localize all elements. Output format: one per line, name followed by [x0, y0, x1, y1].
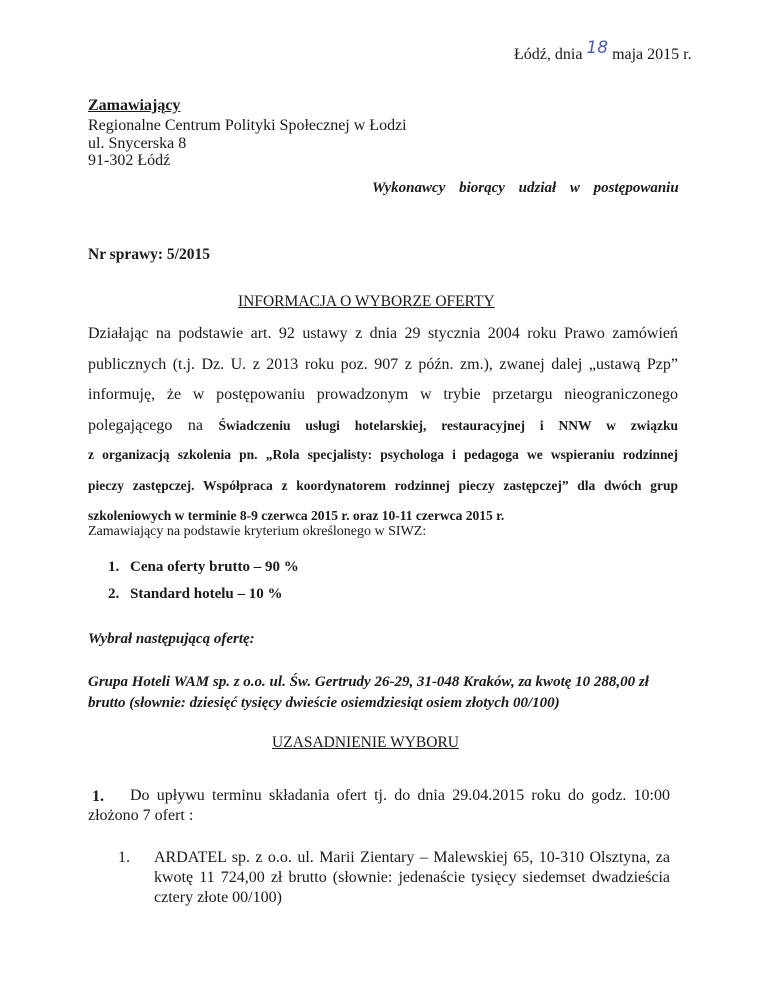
justification-section-text — [88, 786, 670, 826]
criteria-intro: Zamawiający na podstawie kryterium określonego w SIWZ: — [88, 524, 427, 539]
criterion-label: Standard hotelu – 10 % — [130, 586, 283, 602]
criterion-item — [108, 586, 283, 603]
document-date — [514, 38, 692, 64]
date-suffix: maja 2015 r. — [612, 46, 692, 63]
justification-heading: UZASADNIENIE WYBORU — [272, 734, 459, 751]
criterion-number: 1. — [108, 559, 120, 575]
contracting-authority-address — [88, 117, 407, 170]
case-number: Nr sprawy: 5/2015 — [88, 246, 210, 263]
intro-line-6: pieczy zastępczej. Współpraca z koordynatorem rodzinnej pieczy zastępczej” dla dwóch grup — [88, 477, 678, 493]
selected-offer-heading: Wybrał następującą ofertę: — [88, 631, 255, 647]
intro-line-1: Działając na podstawie art. 92 ustawy z dnia 29 stycznia 2004 roku Prawo zamówień — [88, 325, 678, 342]
justification-line-1: Do upływu terminu składania ofert tj. do dnia 29.04.2015 roku do godz. 10:00 — [130, 787, 670, 804]
intro-paragraph — [88, 325, 678, 539]
offer-number: 1. — [118, 849, 130, 866]
authority-name: Regionalne Centrum Polityki Społecznej w Łodzi — [88, 117, 407, 134]
authority-city: 91-302 Łódź — [88, 152, 171, 169]
criterion-number: 2. — [108, 586, 120, 602]
intro-line-7: szkoleniowych w terminie 8-9 czerwca 2015 r. oraz 10-11 czerwca 2015 r. — [88, 508, 505, 523]
date-prefix: Łódź, dnia — [514, 46, 583, 63]
selected-offer-text: Grupa Hoteli WAM sp. z o.o. ul. Św. Gertrudy 26-29, 31-048 Kraków, za kwotę 10 288,00 zł brutto (słownie: dziesięć tysięcy dwieście osiemdziesiąt osiem złotych 00/100) — [88, 674, 649, 711]
contracting-authority-heading: Zamawiający — [88, 97, 181, 114]
document-title: INFORMACJA O WYBORZE OFERTY — [238, 293, 495, 310]
intro-line-3: informuję, że w postępowaniu prowadzonym w trybie przetargu nieograniczonego — [88, 386, 678, 403]
offer-text: ARDATEL sp. z o.o. ul. Marii Zientary – Malewskiej 65, 10-310 Olsztyna, za kwotę 11 724,00 zł brutto (słownie: jedenaście tysięcy siedemset dwadzieścia cztery złote 00/100) — [154, 849, 670, 906]
offer-list-item — [118, 848, 670, 908]
intro-line-4-start: polegającego na — [88, 416, 219, 434]
intro-line-4-service: Świadczeniu usługi hotelarskiej, restauracyjnej i NNW w związku — [218, 417, 678, 433]
intro-line-2: publicznych (t.j. Dz. U. z 2013 roku poz. 907 z późn. zm.), zwanej dalej „ustawą Pzp” — [88, 355, 678, 373]
handwritten-day: 18 — [586, 38, 609, 58]
authority-street: ul. Snycerska 8 — [88, 134, 187, 152]
recipients-line: Wykonawcy biorący udział w postępowaniu — [372, 180, 679, 196]
intro-line-4 — [88, 417, 678, 448]
justification-section-number: 1. — [92, 788, 104, 805]
intro-line-5: z organizacją szkolenia pn. „Rola specjalisty: psychologa i pedagoga we wspieraniu rodzinnej — [88, 447, 678, 462]
criterion-label: Cena oferty brutto – 90 % — [130, 559, 299, 575]
criterion-item — [108, 559, 299, 576]
justification-line-2: złożono 7 ofert : — [88, 807, 194, 824]
